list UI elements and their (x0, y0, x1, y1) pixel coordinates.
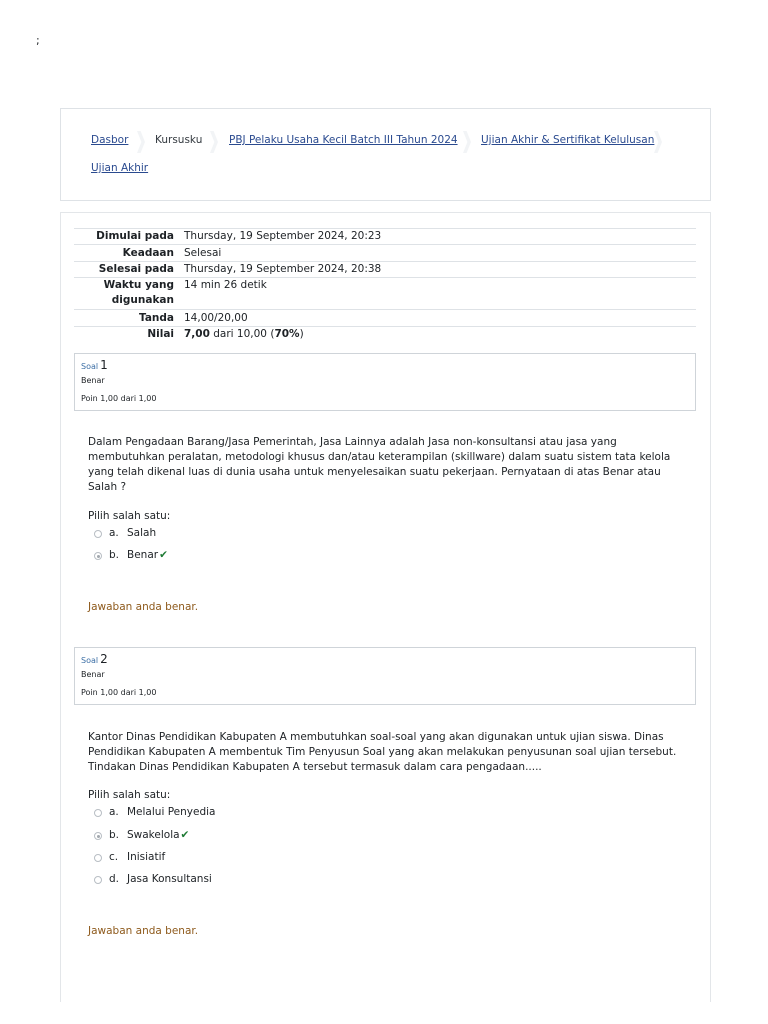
question-text-2: Kantor Dinas Pendidikan Kabupaten A membutuhkan soal-soal yang akan digunakan untuk ujian siswa. Dinas Pendidikan Kabupaten A membentuk Tim Penyusun Soal yang akan melakukan penyusunan soal ujian tersebut. Tindakan Dinas Pendidikan Kabupaten A tersebut termasuk dalam cara pengadaan..... (88, 731, 677, 773)
radio-icon[interactable] (94, 876, 102, 884)
grade-score: 7,00 (184, 328, 210, 340)
attempt-summary-table (74, 228, 696, 343)
feedback-text: Jawaban anda benar. (88, 601, 199, 613)
summary-label: Tanda (139, 312, 174, 324)
radio-icon[interactable] (94, 809, 102, 817)
question-state: Benar (81, 376, 105, 385)
breadcrumb-section[interactable]: Ujian Akhir & Sertifikat Kelulusan (481, 134, 655, 146)
radio-icon[interactable] (94, 832, 102, 840)
question-grade: Poin 1,00 dari 1,00 (81, 394, 157, 403)
option-text: Jasa Konsultansi (127, 873, 212, 885)
summary-value: 14 min 26 detik (184, 279, 267, 291)
radio-icon[interactable] (94, 552, 102, 560)
stray-text: ; (36, 34, 40, 47)
answer-prompt: Pilih salah satu: (88, 510, 171, 522)
option-letter: b. (109, 549, 120, 561)
check-icon: ✔ (180, 829, 190, 841)
radio-icon[interactable] (94, 854, 102, 862)
option-text: Benar (127, 549, 159, 561)
radio-icon[interactable] (94, 530, 102, 538)
option-letter: c. (109, 851, 119, 863)
question-state: Benar (81, 670, 105, 679)
question-number: 2 (100, 652, 108, 666)
grade-mid: dari 10,00 ( (209, 328, 275, 340)
breadcrumb-dasbor[interactable]: Dasbor (91, 134, 129, 146)
breadcrumb (60, 108, 711, 201)
question-number: 1 (100, 358, 108, 372)
summary-value: Thursday, 19 September 2024, 20:23 (184, 230, 382, 242)
question-info-1 (74, 353, 696, 411)
summary-row-time (74, 277, 696, 309)
summary-row-marks (74, 309, 696, 326)
grade-percent: 70% (274, 328, 300, 340)
option-letter: a. (109, 527, 119, 539)
summary-row-started (74, 228, 696, 244)
breadcrumb-ujian-akhir[interactable]: Ujian Akhir (91, 162, 149, 174)
option-letter: a. (109, 806, 119, 818)
feedback-text: Jawaban anda benar. (88, 925, 199, 937)
summary-row-grade (74, 326, 696, 343)
summary-row-completed (74, 261, 696, 277)
summary-value: Thursday, 19 September 2024, 20:38 (184, 263, 382, 275)
chevron-separator-icon (463, 131, 471, 153)
option-letter: b. (109, 829, 120, 841)
breadcrumb-course[interactable]: PBJ Pelaku Usaha Kecil Batch III Tahun 2024 (229, 134, 458, 146)
summary-label: Waktu yang (103, 279, 174, 291)
question-label (81, 358, 108, 372)
option-text: Swakelola (127, 829, 180, 841)
summary-value: 14,00/20,00 (184, 312, 248, 324)
summary-value (184, 327, 304, 342)
option-text-wrap (127, 829, 189, 841)
option-text-wrap (127, 549, 168, 561)
summary-label: Selesai pada (98, 263, 174, 275)
chevron-separator-icon (654, 131, 662, 153)
summary-label: Dimulai pada (96, 230, 174, 242)
question-soal-text: Soal (81, 656, 99, 665)
question-info-2 (74, 647, 696, 705)
option-letter: d. (109, 873, 120, 885)
answer-prompt: Pilih salah satu: (88, 789, 171, 801)
summary-label: Keadaan (122, 247, 174, 259)
breadcrumb-kursusku: Kursusku (155, 134, 203, 146)
option-text: Melalui Penyedia (127, 806, 216, 818)
check-icon: ✔ (159, 549, 168, 561)
summary-label: Nilai (147, 328, 174, 340)
option-text: Salah (127, 527, 157, 539)
question-soal-text: Soal (81, 362, 99, 371)
grade-end: ) (299, 328, 304, 340)
summary-row-state (74, 244, 696, 261)
question-grade: Poin 1,00 dari 1,00 (81, 688, 157, 697)
summary-value: Selesai (184, 247, 222, 259)
question-label (81, 652, 108, 666)
option-text: Inisiatif (127, 851, 166, 863)
summary-label: digunakan (111, 294, 174, 306)
question-text-1: Dalam Pengadaan Barang/Jasa Pemerintah, Jasa Lainnya adalah Jasa non-konsultansi atau jasa yang membutuhkan peralatan, metodologi khusus dan/atau keterampilan (skillware) dalam suatu sistem tata kelola yang telah dikenal luas di dunia usaha untuk menyelesaikan suatu pekerjaan. Pernyataan di atas Benar atau Salah ? (88, 436, 671, 493)
chevron-separator-icon (137, 131, 145, 153)
chevron-separator-icon (210, 131, 218, 153)
